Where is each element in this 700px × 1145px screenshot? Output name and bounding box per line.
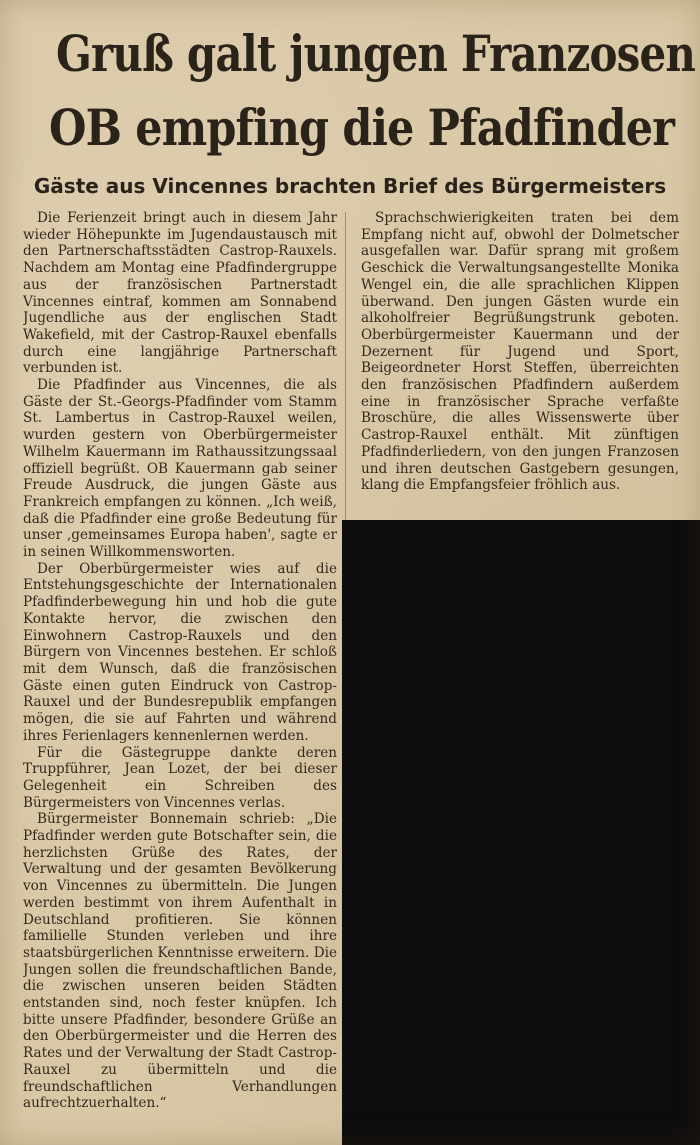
right-column: [361, 210, 679, 525]
left-column: [23, 210, 337, 1145]
paragraph: Für die Gästegruppe dankte deren Truppführer, Jean Lozet, der bei dieser Gelegenheit ein Schreiben des Bürgermeisters von Vincennes verlas.: [23, 744, 337, 811]
headline-line-1: Gruß galt jungen Franzosen: [56, 24, 696, 83]
subheadline: Gäste aus Vincennes brachten Brief des Bürgermeisters: [33, 174, 667, 198]
paragraph: Die Ferienzeit bringt auch in diesem Jahr wieder Höhepunkte im Jugendaustausch mit den Partnerschaftsstädten Castrop-Rauxels. Nachdem am Montag eine Pfadfindergruppe aus der französischen Partnerstadt Vincennes eintraf, kommen am Sonnabend Jugendliche aus der englischen Stadt Wakefield, mit der Castrop-Rauxel ebenfalls durch eine langjährige Partnerschaft verbunden ist.: [23, 210, 337, 377]
redacted-area: [342, 520, 700, 1145]
paragraph: Bürgermeister Bonnemain schrieb: „Die Pfadfinder werden gute Botschafter sein, die herzlichsten Grüße des Rates, der Verwaltung und der gesamten Bevölkerung von Vincennes zu übermitteln. Die Jungen werden bestimmt von ihrem Aufenthalt in Deutschland profitieren. Sie können familielle Stunden verleben und ihre staatsbürgerlichen Kenntnisse erweitern. Die Jungen sollen die freundschaftlichen Bande, die zwischen unseren beiden Städten entstanden sind, noch fester knüpfen. Ich bitte unsere Pfadfinder, besondere Grüße an den Oberbürgermeister und die Herren des Rates und der Verwaltung der Stadt Castrop-Rauxel zu übermitteln und die freundschaftlichen Verhandlungen aufrechtzuerhalten.“: [23, 811, 337, 1112]
paragraph: Sprachschwierigkeiten traten bei dem Empfang nicht auf, obwohl der Dolmetscher ausgefallen war. Dafür sprang mit großem Geschick die Verwaltungsangestellte Monika Wengel ein, die alle sprachlichen Klippen überwand. Den jungen Gästen wurde ein alkoholfreier Begrüßungstrunk geboten. Oberbürgermeister Kauermann und der Dezernent für Jugend und Sport, Beigeordneter Horst Steffen, überreichten den französischen Pfadfindern außerdem eine in französischer Sprache verfaßte Broschüre, die alles Wissenswerte über Castrop-Rauxel enthält. Mit zünftigen Pfadfinderliedern, von den jungen Franzosen und ihren deutschen Gastgebern gesungen, klang die Empfangsfeier fröhlich aus.: [361, 210, 679, 494]
paragraph: Der Oberbürgermeister wies auf die Entstehungsgeschichte der Internationalen Pfadfinderbewegung hin und hob die gute Kontakte hervor, die zwischen den Einwohnern Castrop-Rauxels und den Bürgern von Vincennes bestehen. Er schloß mit dem Wunsch, daß die französischen Gäste einen guten Eindruck von Castrop-Rauxel und der Bundesrepublik empfangen mögen, die sie auf Fahrten und während ihres Ferienlagers kennenlernen werden.: [23, 560, 337, 744]
paragraph: Die Pfadfinder aus Vincennes, die als Gäste der St.-Georgs-Pfadfinder vom Stamm St. Lambertus in Castrop-Rauxel weilen, wurden gestern von Oberbürgermeister Wilhelm Kauermann im Rathaussitzungssaal offiziell begrüßt. OB Kauermann gab seiner Freude Ausdruck, die jungen Gäste aus Frankreich empfangen zu können. „Ich weiß, daß die Pfadfinder eine große Bedeutung für unser ‚gemeinsames Europa haben', sagte er in seinen Willkommensworten.: [23, 377, 337, 561]
headline-line-2: OB empfing die Pfadfinder: [49, 98, 674, 157]
